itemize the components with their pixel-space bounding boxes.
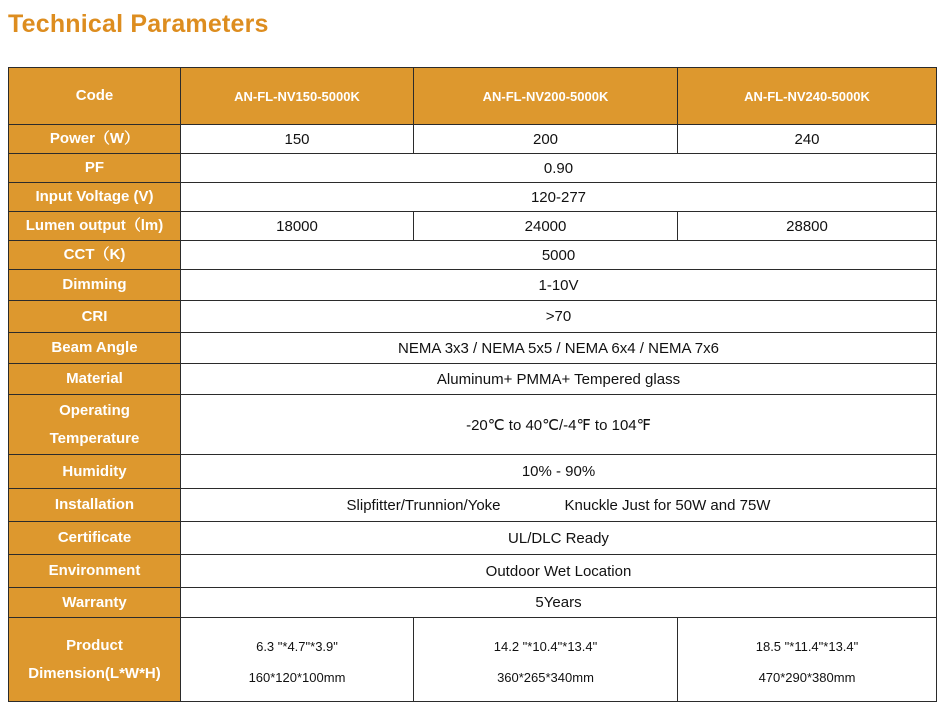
power-value-3: 240 <box>678 125 937 154</box>
input-voltage-value: 120-277 <box>181 183 937 212</box>
humidity-row <box>9 455 937 489</box>
cct-label: CCT（K) <box>9 241 181 270</box>
humidity-value: 10% - 90% <box>181 455 937 489</box>
pf-row <box>9 154 937 183</box>
warranty-label: Warranty <box>9 588 181 618</box>
dimension-inches-1: 6.3 "*4.7"*3.9" <box>256 638 338 654</box>
dimming-row <box>9 270 937 301</box>
dimming-label: Dimming <box>9 270 181 301</box>
page-title: Technical Parameters <box>8 10 269 38</box>
cri-value: >70 <box>181 301 937 333</box>
input-voltage-row <box>9 183 937 212</box>
dimension-value-1 <box>181 618 414 702</box>
input-voltage-label: Input Voltage (V) <box>9 183 181 212</box>
dimension-label-line2: Dimension(L*W*H) <box>28 664 161 682</box>
environment-label: Environment <box>9 555 181 588</box>
pf-label: PF <box>9 154 181 183</box>
installation-value <box>181 489 937 522</box>
operating-temperature-label-line2: Temperature <box>49 429 140 447</box>
lumen-row <box>9 212 937 241</box>
power-value-1: 150 <box>181 125 414 154</box>
warranty-row <box>9 588 937 618</box>
beam-angle-row <box>9 333 937 364</box>
cct-row <box>9 241 937 270</box>
code-row <box>9 68 937 125</box>
material-row <box>9 364 937 395</box>
material-label: Material <box>9 364 181 395</box>
dimension-value-2 <box>414 618 678 702</box>
dimension-mm-3: 470*290*380mm <box>758 669 856 685</box>
model-code-2: AN-FL-NV200-5000K <box>414 68 678 125</box>
installation-mounts: Slipfitter/Trunnion/Yoke <box>346 496 501 514</box>
certificate-row <box>9 522 937 555</box>
lumen-value-3: 28800 <box>678 212 937 241</box>
environment-row <box>9 555 937 588</box>
dimension-value-3 <box>678 618 937 702</box>
installation-row <box>9 489 937 522</box>
pf-value: 0.90 <box>181 154 937 183</box>
warranty-value: 5Years <box>181 588 937 618</box>
code-label: Code <box>9 68 181 125</box>
operating-temperature-label-line1: Operating <box>59 401 130 419</box>
certificate-label: Certificate <box>9 522 181 555</box>
cri-label: CRI <box>9 301 181 333</box>
cct-value: 5000 <box>181 241 937 270</box>
certificate-value: UL/DLC Ready <box>181 522 937 555</box>
power-label: Power（W） <box>9 125 181 154</box>
installation-note: Knuckle Just for 50W and 75W <box>564 496 771 514</box>
environment-value: Outdoor Wet Location <box>181 555 937 588</box>
operating-temperature-label <box>9 395 181 455</box>
power-value-2: 200 <box>414 125 678 154</box>
dimension-inches-2: 14.2 "*10.4"*13.4" <box>493 638 598 654</box>
model-code-3: AN-FL-NV240-5000K <box>678 68 937 125</box>
beam-angle-label: Beam Angle <box>9 333 181 364</box>
dimension-inches-3: 18.5 "*11.4"*13.4" <box>755 638 859 654</box>
lumen-label: Lumen output（lm) <box>9 212 181 241</box>
model-code-1: AN-FL-NV150-5000K <box>181 68 414 125</box>
technical-parameters-table <box>8 67 937 702</box>
lumen-value-1: 18000 <box>181 212 414 241</box>
dimension-mm-2: 360*265*340mm <box>497 669 594 685</box>
dimming-value: 1-10V <box>181 270 937 301</box>
beam-angle-value: NEMA 3x3 / NEMA 5x5 / NEMA 6x4 / NEMA 7x6 <box>181 333 937 364</box>
power-row <box>9 125 937 154</box>
dimension-mm-1: 160*120*100mm <box>248 669 346 685</box>
humidity-label: Humidity <box>9 455 181 489</box>
operating-temperature-value: -20℃ to 40℃/-4℉ to 104℉ <box>181 395 937 455</box>
dimension-label-line1: Product <box>66 636 123 654</box>
installation-label: Installation <box>9 489 181 522</box>
dimension-label <box>9 618 181 702</box>
dimension-row <box>9 618 937 702</box>
cri-row <box>9 301 937 333</box>
operating-temperature-row <box>9 395 937 455</box>
material-value: Aluminum+ PMMA+ Tempered glass <box>181 364 937 395</box>
lumen-value-2: 24000 <box>414 212 678 241</box>
